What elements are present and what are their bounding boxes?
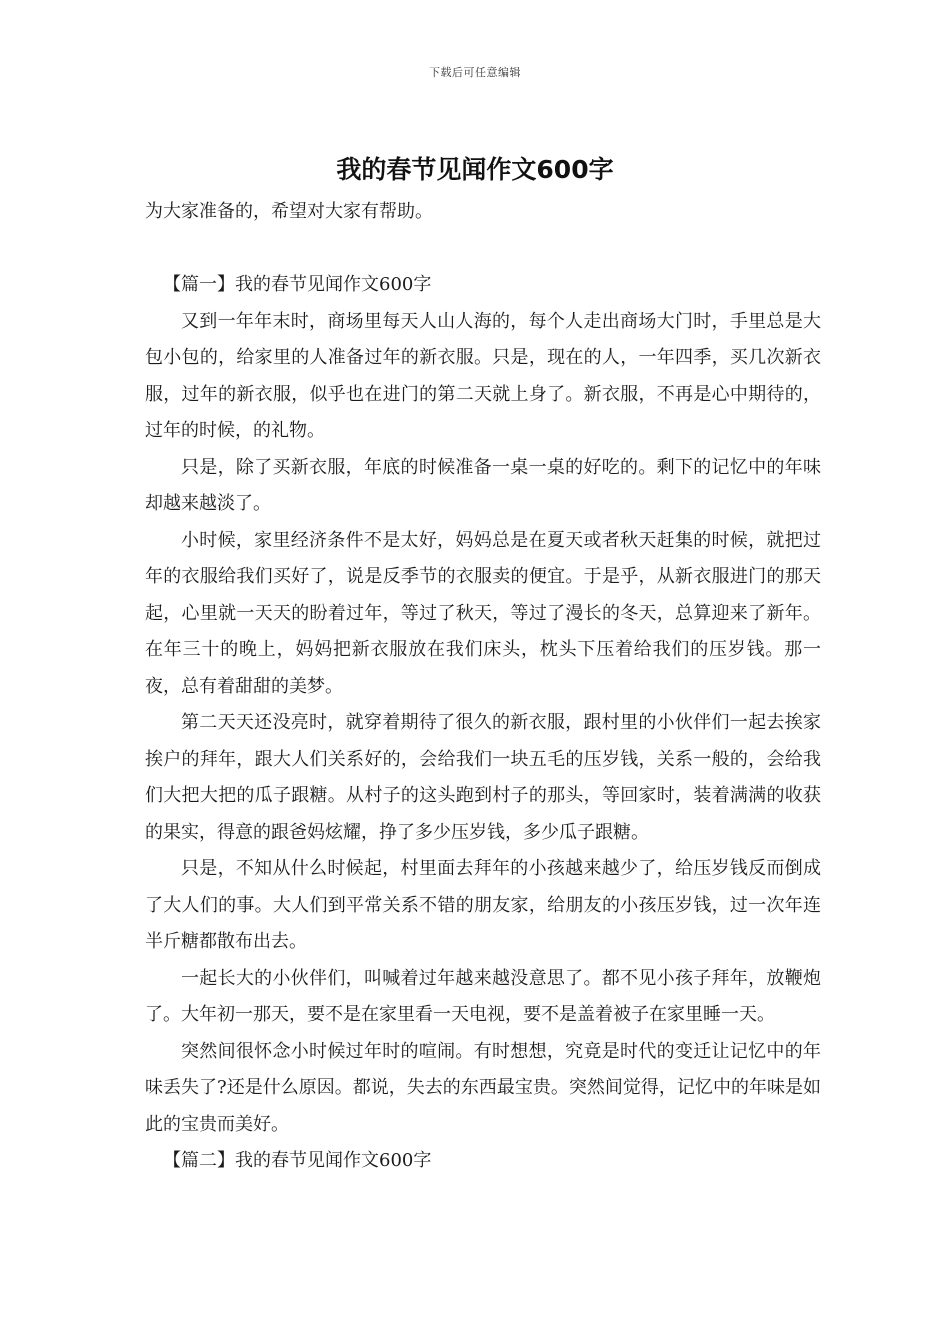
document-title: 我的春节见闻作文600字 [336,155,614,184]
section-heading-1: 【篇一】我的春节见闻作文600字 [163,274,432,295]
paragraph: 只是，除了买新衣服，年底的时候准备一桌一桌的好吃的。剩下的记忆中的年味却越来越淡了。 [145,456,821,514]
paragraph: 第二天天还没亮时，就穿着期待了很久的新衣服，跟村里的小伙伴们一起去挨家挨户的拜年，跟大人们关系好的，会给我们一块五毛的压岁钱，关系一般的，会给我们大把大把的瓜子跟糖。从村子的这头跑到村子的那头，等回家时，装着满满的收获的果实，得意的跟爸妈炫耀，挣了多少压岁钱，多少瓜子跟糖。 [145,712,821,843]
paragraph: 只是，不知从什么时候起，村里面去拜年的小孩越来越少了，给压岁钱反而倒成了大人们的事。大人们到平常关系不错的朋友家，给朋友的小孩压岁钱，过一次年连半斤糖都散布出去。 [145,858,821,952]
document-body [145,194,821,1180]
paragraph: 小时候，家里经济条件不是太好，妈妈总是在夏天或者秋天赶集的时候，就把过年的衣服给我们买好了，说是反季节的衣服卖的便宜。于是乎，从新衣服进门的那天起，心里就一天天的盼着过年，等过了秋天，等过了漫长的冬天，总算迎来了新年。在年三十的晚上，妈妈把新衣服放在我们床头，枕头下压着给我们的压岁钱。那一夜，总有着甜甜的美梦。 [145,529,821,697]
blank-line [145,231,821,268]
header-note: 下载后可任意编辑 [429,66,521,79]
paragraph: 一起长大的小伙伴们，叫喊着过年越来越没意思了。都不见小孩子拜年，放鞭炮了。大年初一那天，要不是在家里看一天电视，要不是盖着被子在家里睡一天。 [145,967,821,1025]
paragraph: 突然间很怀念小时候过年时的喧闹。有时想想，究竟是时代的变迁让记忆中的年味丢失了?还是什么原因。都说，失去的东西最宝贵。突然间觉得，记忆中的年味是如此的宝贵而美好。 [145,1040,821,1135]
paragraph: 又到一年年末时，商场里每天人山人海的，每个人走出商场大门时，手里总是大包小包的，给家里的人准备过年的新衣服。只是，现在的人，一年四季，买几次新衣服，过年的新衣服，似乎也在进门的第二天就上身了。新衣服，不再是心中期待的，过年的时候，的礼物。 [145,310,821,441]
intro-text: 为大家准备的，希望对大家有帮助。 [145,201,433,222]
section-heading-2: 【篇二】我的春节见闻作文600字 [163,1150,432,1171]
